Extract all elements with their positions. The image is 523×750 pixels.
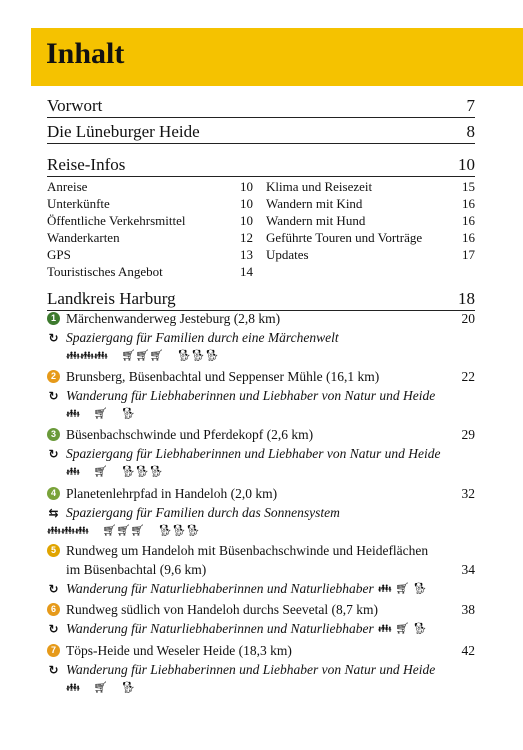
route-entry-2[interactable] [47,367,475,423]
route-number-badge: 5 [47,544,60,557]
dog-icon: 🐕︎ [412,622,427,635]
loop-icon: ↻ [48,330,59,345]
stroller-icon: 🛒︎ [93,465,108,478]
route-entry-3[interactable] [47,425,475,481]
loop-icon: ↻ [48,621,59,636]
toc-label: Landkreis Harburg [47,289,176,308]
route-description: Wanderung für Liebhaberinnen und Liebhaber von Natur und Heide [66,387,436,403]
stroller-icon: 🛒︎🛒︎🛒︎ [102,524,145,537]
route-title: Rundweg südlich von Handeloh durchs Seevetal (8,7 km) [66,601,378,617]
list-item[interactable]: Unterkünfte 10 [47,196,253,211]
page-title: Inhalt [46,37,125,70]
toc-page: 7 [466,96,475,115]
family-icon: 👪︎ [66,465,80,478]
route-number-badge: 6 [47,603,60,616]
list-item[interactable]: Öffentliche Verkehrsmittel 10 [47,213,253,228]
route-description: Spaziergang für Liebhaberinnen und Liebhaber von Natur und Heide [66,445,441,461]
route-description: Spaziergang für Familien durch das Sonnensystem [66,504,340,520]
reise-infos-right-list [266,178,475,263]
route-title: Töps-Heide und Weseler Heide (18,3 km) [66,642,292,658]
route-entry-1[interactable] [47,309,475,365]
toc-entry-heide[interactable] [47,122,475,144]
family-icon: 👪︎ [66,407,80,420]
toc-section-landkreis-harburg[interactable] [47,289,475,311]
route-number-badge: 1 [47,312,60,325]
route-page: 42 [461,642,475,658]
route-entry-7[interactable] [47,641,475,697]
route-entry-5[interactable] [47,541,475,598]
toc-label: Reise-Infos [47,155,126,174]
title-banner [31,28,523,86]
route-number-badge: 7 [47,644,60,657]
route-title: Büsenbachschwinde und Pferdekopf (2,6 km) [66,426,314,442]
list-item[interactable]: Touristisches Angebot 14 [47,264,253,279]
route-title: Planetenlehrpfad in Handeloh (2,0 km) [66,485,278,501]
route-entry-6[interactable] [47,600,475,638]
loop-icon: ↻ [48,581,59,596]
route-description: Wanderung für Liebhaberinnen und Liebhaber von Natur und Heide [66,661,436,677]
reise-infos-left-list [47,178,253,280]
route-page: 34 [461,561,475,577]
toc-page: 18 [458,289,475,308]
route-title: Rundweg um Handeloh mit Büsenbachschwinde und Heideflächen [66,542,429,558]
family-icon: 👪︎ [377,622,392,635]
dog-icon: 🐕︎ [412,582,427,595]
loop-icon: ↻ [48,388,59,403]
stroller-icon: 🛒︎ [395,582,410,595]
out-and-back-icon: ⇆ [48,505,59,520]
dog-icon: 🐕︎🐕︎🐕︎ [120,465,163,478]
toc-page: 8 [466,122,475,141]
dog-icon: 🐕︎🐕︎🐕︎ [176,349,219,362]
route-number-badge: 3 [47,428,60,441]
toc-entry-vorwort[interactable] [47,96,475,118]
list-item[interactable]: Anreise 10 [47,179,253,194]
list-item[interactable]: Wandern mit Hund 16 [266,213,475,228]
list-item[interactable]: Geführte Touren und Vorträge 16 [266,230,475,245]
toc-page: 10 [458,155,475,174]
list-item[interactable]: Wandern mit Kind 16 [266,196,475,211]
stroller-icon: 🛒︎ [93,681,108,694]
route-number-badge: 4 [47,487,60,500]
toc-label: Die Lüneburger Heide [47,122,200,141]
route-page: 29 [461,426,475,442]
route-page: 32 [461,485,475,501]
route-page: 38 [461,601,475,617]
toc-label: Vorwort [47,96,103,115]
list-item[interactable]: Klima und Reisezeit 15 [266,179,475,194]
loop-icon: ↻ [48,446,59,461]
dog-icon: 🐕︎ [120,681,135,694]
route-description: Spaziergang für Familien durch eine Märchenwelt [66,329,339,345]
stroller-icon: 🛒︎ [395,622,410,635]
family-icon: 👪︎👪︎👪︎ [47,524,89,537]
route-title: Märchenwanderweg Jesteburg (2,8 km) [66,310,281,326]
list-item[interactable]: Wanderkarten 12 [47,230,253,245]
list-item[interactable]: Updates 17 [266,247,475,262]
route-title: Brunsberg, Büsenbachtal und Seppenser Mühle (16,1 km) [66,368,380,384]
dog-icon: 🐕︎🐕︎🐕︎ [157,524,200,537]
stroller-icon: 🛒︎🛒︎🛒︎ [121,349,164,362]
dog-icon: 🐕︎ [120,407,135,420]
route-title-continued: im Büsenbachtal (9,6 km) [66,561,207,577]
route-page: 20 [461,310,475,326]
stroller-icon: 🛒︎ [93,407,108,420]
family-icon: 👪︎ [377,582,392,595]
list-item[interactable]: GPS 13 [47,247,253,262]
route-number-badge: 2 [47,370,60,383]
route-page: 22 [461,368,475,384]
family-icon: 👪︎ [66,681,80,694]
family-icon: 👪︎👪︎👪︎ [66,349,108,362]
loop-icon: ↻ [48,662,59,677]
route-entry-4[interactable] [47,484,475,540]
toc-entry-reise-infos[interactable] [47,155,475,177]
route-description: Wanderung für Naturliebhaberinnen und Naturliebhaber [66,620,374,636]
route-description: Wanderung für Naturliebhaberinnen und Naturliebhaber [66,580,374,596]
